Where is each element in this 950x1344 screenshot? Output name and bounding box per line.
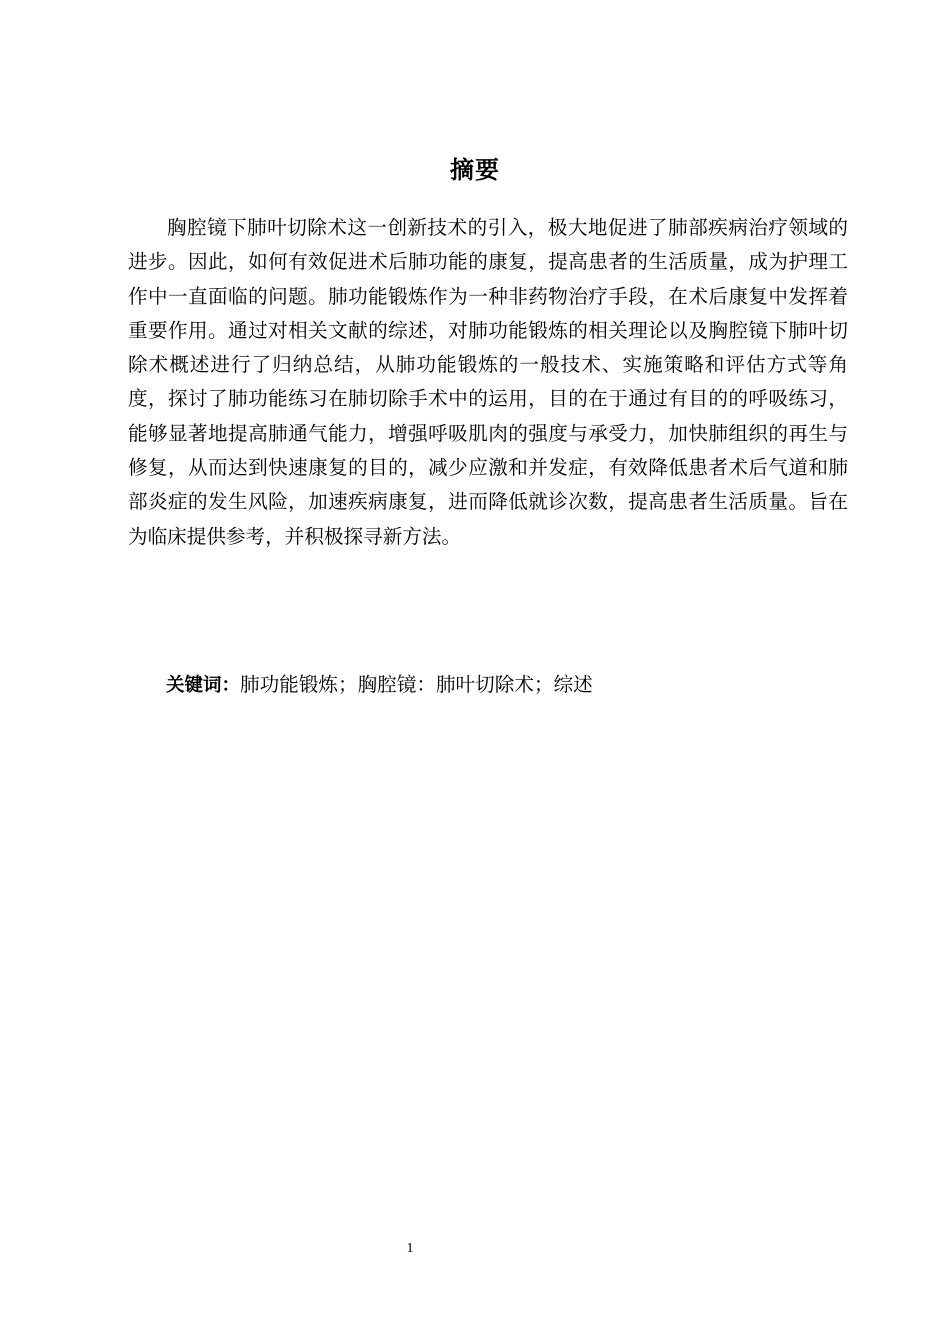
page-title: 摘要 xyxy=(450,156,500,184)
page-number: 1 xyxy=(406,1241,414,1256)
keywords-line xyxy=(166,668,866,703)
keywords-text: 肺功能锻炼；胸腔镜：肺叶切除术；综述 xyxy=(240,673,593,696)
abstract-paragraph: 胸腔镜下肺叶切除术这一创新技术的引入，极大地促进了肺部疾病治疗领域的进步。因此，如何有效促进术后肺功能的康复，提高患者的生活质量，成为护理工作中一直面临的问题。肺功能锻炼作为一种非药物治疗手段，在术后康复中发挥着重要作用。通过对相关文献的综述，对肺功能锻炼的相关理论以及胸腔镜下肺叶切除术概述进行了归纳总结，从肺功能锻炼的一般技术、实施策略和评估方式等角度，探讨了肺功能练习在肺切除手术中的运用，目的在于通过有目的的呼吸练习，能够显著地提高肺通气能力，增强呼吸肌肉的强度与承受力，加快肺组织的再生与修复，从而达到快速康复的目的，减少应激和并发症，有效降低患者术后气道和肺部炎症的发生风险，加速疾病康复，进而降低就诊次数，提高患者生活质量。旨在为临床提供参考，并积极探寻新方法。 xyxy=(128,216,848,548)
keywords-label: 关键词： xyxy=(166,675,241,696)
